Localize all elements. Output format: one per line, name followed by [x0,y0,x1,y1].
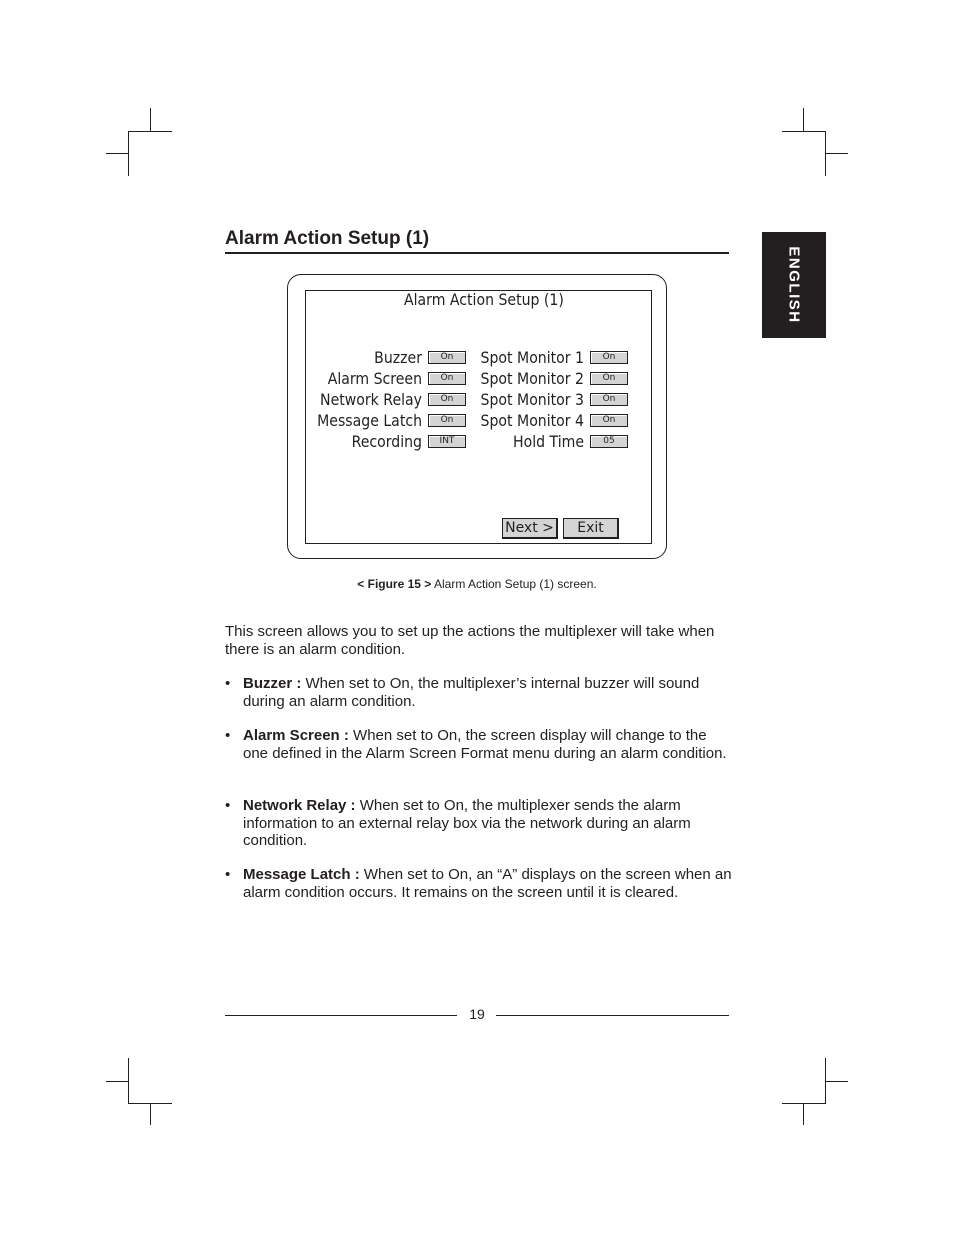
bullet-item [225,727,733,762]
option-value-buzzer[interactable]: On [428,351,466,364]
bullet-text: When set to On, the screen display will change to the one defined in the Alarm Screen Format menu during an alarm condition. [243,727,727,762]
language-tab-label: ENGLISH [785,246,803,324]
title-underline [225,252,729,254]
screen-title: Alarm Action Setup (1) [404,290,564,309]
figure-caption [0,577,954,591]
crop-mark [803,108,804,132]
option-label-spot-monitor-2: Spot Monitor 2 [480,369,584,388]
bullet-dot: • [225,727,231,744]
option-value-alarm-screen[interactable]: On [428,372,466,385]
next-button[interactable]: Next > [502,518,558,539]
option-value-spot-monitor-4[interactable]: On [590,414,628,427]
crop-mark [128,131,172,132]
footer-rule-left [225,1015,457,1016]
bullet-term: Message Latch : [243,866,360,883]
intro-paragraph: This screen allows you to set up the actions the multiplexer will take when there is an alarm condition. [225,623,715,658]
option-label-spot-monitor-4: Spot Monitor 4 [480,411,584,430]
crop-mark [150,108,151,132]
option-value-spot-monitor-2[interactable]: On [590,372,628,385]
option-label-message-latch: Message Latch [317,411,422,430]
option-value-hold-time[interactable]: 05 [590,435,628,448]
bullet-text: When set to On, an “A” displays on the screen when an alarm condition occurs. It remains on the screen until it is cleared. [243,866,732,901]
crop-mark [150,1103,151,1125]
option-value-spot-monitor-1[interactable]: On [590,351,628,364]
bullet-dot: • [225,675,231,692]
option-value-recording[interactable]: INT [428,435,466,448]
option-value-spot-monitor-3[interactable]: On [590,393,628,406]
bullet-term: Alarm Screen : [243,727,349,744]
crop-mark [106,1081,129,1082]
option-label-alarm-screen: Alarm Screen [327,369,422,388]
option-label-spot-monitor-3: Spot Monitor 3 [480,390,584,409]
bullet-item [225,866,733,901]
figure-caption-text: Alarm Action Setup (1) screen. [431,577,597,591]
page-number: 19 [469,1006,485,1022]
bullet-dot: • [225,866,231,883]
bullet-term: Network Relay : [243,797,356,814]
footer-rule-right [496,1015,729,1016]
crop-mark [803,1103,804,1125]
option-label-buzzer: Buzzer [374,348,422,367]
crop-mark [825,153,848,154]
exit-button[interactable]: Exit [563,518,619,539]
crop-mark [782,1103,826,1104]
bullet-text: When set to On, the multiplexer’s internal buzzer will sound during an alarm condition. [243,675,700,710]
crop-mark [825,1081,848,1082]
bullet-text: When set to On, the multiplexer sends the alarm information to an external relay box via the network during an alarm condition. [243,797,691,849]
option-label-spot-monitor-1: Spot Monitor 1 [480,348,584,367]
bullet-item [225,675,733,710]
option-label-recording: Recording [351,432,422,451]
bullet-term: Buzzer : [243,675,302,692]
bullet-item [225,797,733,850]
figure-caption-label: < Figure 15 > [357,577,432,591]
crop-mark [782,131,826,132]
option-value-network-relay[interactable]: On [428,393,466,406]
option-label-network-relay: Network Relay [320,390,422,409]
language-tab [762,232,826,338]
bullet-dot: • [225,797,231,814]
option-label-hold-time: Hold Time [513,432,584,451]
option-value-message-latch[interactable]: On [428,414,466,427]
section-title: Alarm Action Setup (1) [225,228,430,249]
crop-mark [106,153,129,154]
